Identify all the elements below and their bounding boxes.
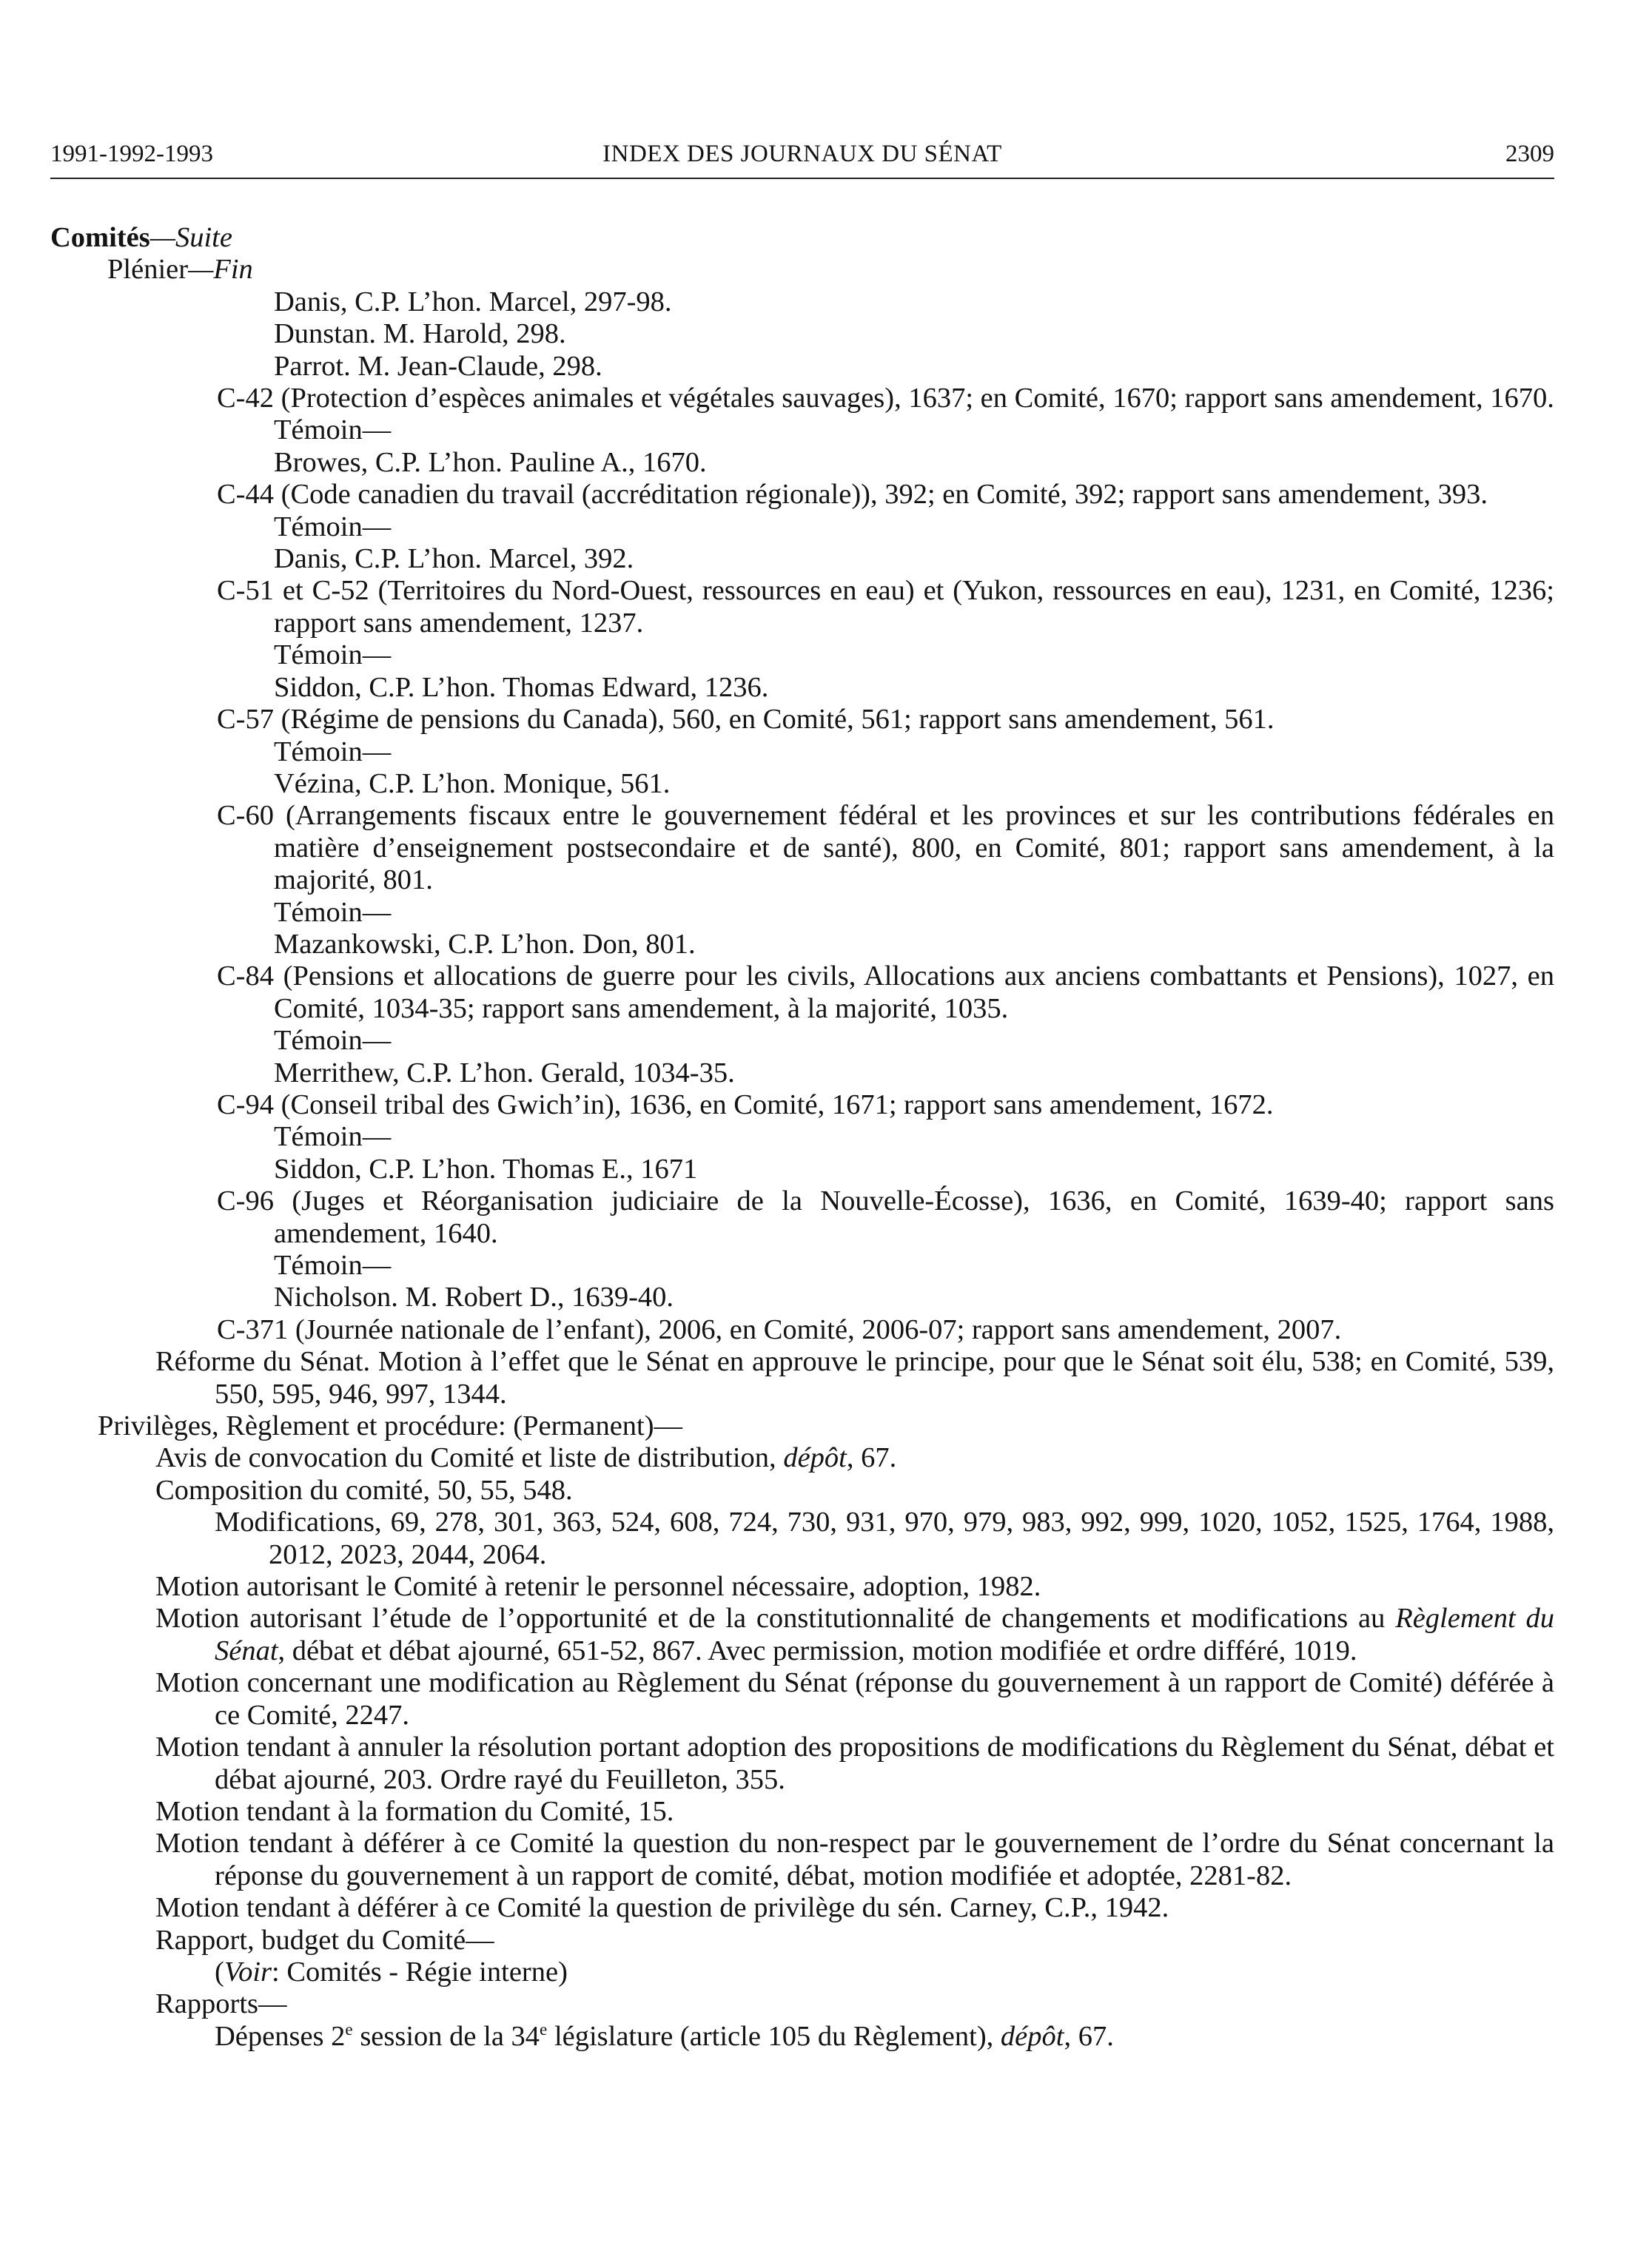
- voir-label: Voir: [224, 1956, 272, 1988]
- bill-entry-c42: C-42 (Protection d’espèces animales et végétales sauvages), 1637; en Comité, 1670; rapport sans amendement, 1670.: [217, 383, 1554, 414]
- bill-entry-c57: C-57 (Régime de pensions du Canada), 560, en Comité, 561; rapport sans amendement, 561.: [217, 704, 1275, 736]
- subheading-plenier-label: Plénier: [107, 254, 189, 286]
- entry-rapports: Rapports—: [155, 1988, 287, 2020]
- witness-entry: Parrot. M. Jean-Claude, 298.: [274, 350, 602, 382]
- temoin-label: Témoin—: [274, 639, 392, 671]
- subheading-privileges: Privilèges, Règlement et procédure: (Permanent)—: [98, 1410, 683, 1442]
- heading-comites-suite: —Suite: [150, 222, 232, 253]
- entry-avis-convocation: [0, 1442, 1554, 1474]
- witness-entry: Siddon, C.P. L’hon. Thomas Edward, 1236.: [274, 671, 769, 703]
- avis-depot: dépôt: [783, 1442, 847, 1474]
- header-years: 1991-1992-1993: [50, 141, 213, 167]
- temoin-label: Témoin—: [274, 1250, 392, 1281]
- avis-page: , 67.: [846, 1442, 897, 1474]
- header-title: INDEX DES JOURNAUX DU SÉNAT: [602, 141, 1002, 167]
- depenses-depot: dépôt: [1000, 2020, 1064, 2052]
- entry-composition: Composition du comité, 50, 55, 548.: [155, 1474, 573, 1506]
- depenses-text-1: Dépenses 2: [215, 2020, 346, 2052]
- witness-entry: Browes, C.P. L’hon. Pauline A., 1670.: [274, 446, 707, 478]
- motion-etude-reglement: Règlement du Sénat: [215, 1603, 1554, 1666]
- running-header: [50, 141, 1554, 179]
- bill-entry-c44: C-44 (Code canadien du travail (accréditation régionale)), 392; en Comité, 392; rapport sans amendement, 393.: [217, 479, 1488, 511]
- entry-motion-annuler: Motion tendant à annuler la résolution portant adoption des propositions de modifications du Règlement du Sénat, débat et débat ajourné, 203. Ordre rayé du Feuilleton, 355.: [155, 1732, 1554, 1795]
- witness-entry: Dunstan. M. Harold, 298.: [274, 318, 566, 350]
- motion-etude-rest: , débat et débat ajourné, 651-52, 867. Avec permission, motion modifiée et ordre différé, 1019.: [278, 1635, 1357, 1666]
- temoin-label: Témoin—: [274, 1121, 392, 1153]
- temoin-label: Témoin—: [274, 1025, 392, 1057]
- bill-entry-c51-c52: C-51 et C-52 (Territoires du Nord-Ouest, ressources en eau) et (Yukon, ressources en eau), 1231, en Comité, 1236; rapport sans amendement, 1237.: [217, 575, 1554, 639]
- witness-entry: Nicholson. M. Robert D., 1639-40.: [274, 1282, 674, 1313]
- depenses-text-3: législature (article 105 du Règlement),: [547, 2020, 1001, 2052]
- voir-open: (: [215, 1956, 224, 1988]
- index-body: [0, 222, 1652, 2053]
- entry-modifications: Modifications, 69, 278, 301, 363, 524, 608, 724, 730, 931, 970, 979, 983, 992, 999, 1020, 1052, 1525, 1764, 1988, 2012, 2023, 2044, 2064.: [215, 1507, 1554, 1570]
- motion-etude-text: Motion autorisant l’étude de l’opportunité et de la constitutionnalité de changements et modifications au: [155, 1603, 1396, 1635]
- voir-target: : Comités - Régie interne): [272, 1956, 568, 1988]
- entry-motion-deferer: Motion tendant à déférer à ce Comité la question du non-respect par le gouvernement de l’ordre du Sénat concernant la réponse du gouvernement à un rapport de comité, débat, motion modifiée et adoptée, 2281-82.: [155, 1828, 1554, 1891]
- entry-rapport-budget: Rapport, budget du Comité—: [155, 1924, 494, 1956]
- witness-entry: Vézina, C.P. L’hon. Monique, 561.: [274, 767, 671, 799]
- temoin-label: Témoin—: [274, 511, 392, 542]
- heading-comites-label: Comités: [50, 222, 150, 253]
- bill-entry-c96: C-96 (Juges et Réorganisation judiciaire de la Nouvelle-Écosse), 1636, en Comité, 1639-40; rapport sans amendement, 1640.: [217, 1185, 1554, 1249]
- entry-motion-etude: [0, 1603, 1554, 1667]
- entry-motion-personnel: Motion autorisant le Comité à retenir le personnel nécessaire, adoption, 1982.: [155, 1571, 1041, 1603]
- subheading-plenier: [107, 254, 1554, 286]
- bill-entry-c84: C-84 (Pensions et allocations de guerre pour les civils, Allocations aux anciens combattants et Pensions), 1027, en Comité, 1034-35; rapport sans amendement, à la majorité, 1035.: [217, 960, 1554, 1024]
- depenses-sup-1: e: [345, 2019, 353, 2039]
- subheading-plenier-fin: —Fin: [188, 254, 253, 286]
- bill-entry-c60: C-60 (Arrangements fiscaux entre le gouvernement fédéral et les provinces et sur les contributions fédérales en matière d’enseignement postsecondaire et de santé), 800, en Comité, 801; rapport sans amendement, à la majorité, 801.: [217, 800, 1554, 896]
- entry-motion-modification: Motion concernant une modification au Règlement du Sénat (réponse du gouvernement à un rapport de Comité) déférée à ce Comité, 2247.: [155, 1667, 1554, 1731]
- depenses-sup-2: e: [540, 2019, 548, 2039]
- avis-text: Avis de convocation du Comité et liste de distribution,: [155, 1442, 784, 1474]
- temoin-label: Témoin—: [274, 896, 392, 928]
- bill-entry-c371: C-371 (Journée nationale de l’enfant), 2006, en Comité, 2006-07; rapport sans amendement, 2007.: [217, 1313, 1342, 1345]
- depenses-page: , 67.: [1064, 2020, 1114, 2052]
- temoin-label: Témoin—: [274, 736, 392, 767]
- heading-comites: [50, 222, 1554, 254]
- entry-motion-privilege: Motion tendant à déférer à ce Comité la question de privilège du sén. Carney, C.P., 1942.: [155, 1892, 1169, 1924]
- entry-reforme-senat: Réforme du Sénat. Motion à l’effet que le Sénat en approuve le principe, pour que le Sénat soit élu, 538; en Comité, 539, 550, 595, 946, 997, 1344.: [155, 1346, 1554, 1410]
- witness-entry: Danis, C.P. L’hon. Marcel, 297-98.: [274, 286, 672, 317]
- witness-entry: Danis, C.P. L’hon. Marcel, 392.: [274, 543, 634, 575]
- cross-reference: [0, 1956, 1554, 1988]
- bill-entry-c94: C-94 (Conseil tribal des Gwich’in), 1636, en Comité, 1671; rapport sans amendement, 1672.: [217, 1088, 1274, 1120]
- depenses-text-2: session de la 34: [352, 2020, 540, 2052]
- witness-entry: Mazankowski, C.P. L’hon. Don, 801.: [274, 928, 696, 960]
- entry-depenses: [0, 2021, 1554, 2053]
- temoin-label: Témoin—: [274, 414, 392, 446]
- witness-entry: Siddon, C.P. L’hon. Thomas E., 1671: [274, 1153, 698, 1185]
- witness-entry: Merrithew, C.P. L’hon. Gerald, 1034-35.: [274, 1057, 735, 1088]
- page-number: 2309: [1505, 141, 1554, 167]
- entry-motion-formation: Motion tendant à la formation du Comité, 15.: [155, 1795, 674, 1827]
